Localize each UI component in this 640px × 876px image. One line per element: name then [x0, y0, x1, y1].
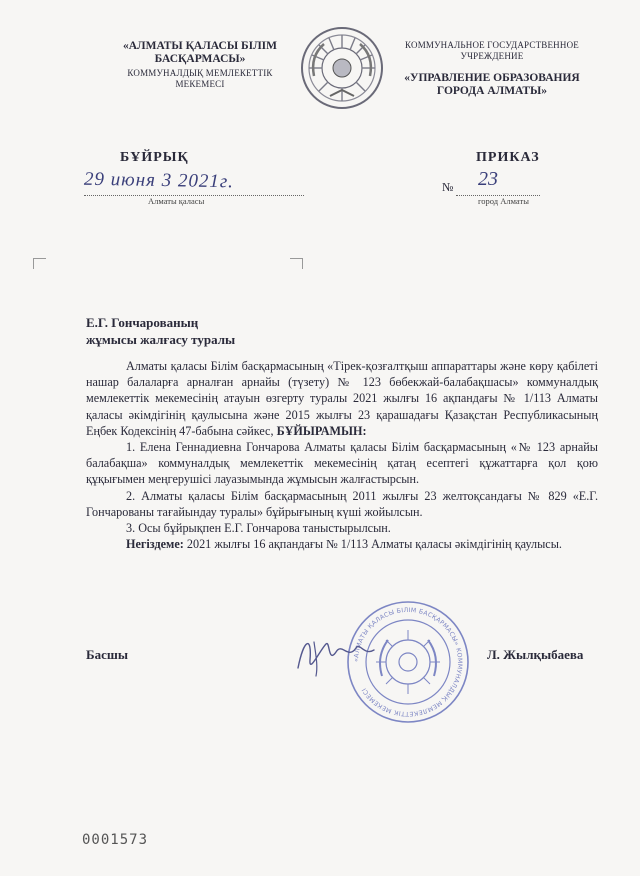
kz-org-name: «АЛМАТЫ ҚАЛАСЫ БІЛІМ БАСҚАРМАСЫ»: [122, 40, 277, 65]
number-sign: №: [442, 180, 454, 194]
basis-text: 2021 жылғы 16 ақпандағы № 1/113 Алматы қаласы әкімдігінің қаулысы.: [186, 537, 562, 552]
corner-mark-right: [290, 258, 303, 269]
state-emblem-icon: [300, 26, 384, 110]
item-2: 2. Алматы қаласы Білім басқармасының 2011 жылғы 23 желтоқсандағы № 829 «Е.Г. Гончарованы тағайындау туралы» бұйрығының күші жойылсын.: [86, 488, 598, 519]
kz-org-header: [105, 40, 295, 90]
basis-label: Негіздеме:: [126, 537, 184, 552]
document-serial-number: 0001573: [82, 832, 149, 848]
handwritten-signature-icon: [290, 630, 380, 678]
seal-ring-text: «АЛМАТЫ ҚАЛАСЫ БІЛІМ БАСҚАРМАСЫ» КОММУНАЛДЫҚ МЕМЛЕКЕТТІК МЕКЕМЕСІ: [352, 606, 464, 718]
preamble-paragraph: [86, 358, 598, 439]
order-label-ru: ПРИКАЗ: [476, 150, 540, 165]
ru-org-name: «УПРАВЛЕНИЕ ОБРАЗОВАНИЯ ГОРОДА АЛМАТЫ»: [404, 72, 580, 97]
order-number-handwritten: 23: [478, 168, 498, 190]
basis-paragraph: [86, 536, 598, 552]
preamble-text: Алматы қаласы Білім басқармасының «Тірек-қозғалтқыш аппараттары және көру қабілеті нашар балаларға арналған арнайы (түзету) № 123 бөбекжай-балабақшасы» коммуналдық мемлекеттік мекемесінің атауын өзгерту туралы 2021 жылғы 16 ақпандағы № 1/113 Алматы қаласы әкімдігінің қаулысына және 2015 жылғы 23 қарашадағы Қазақстан Республикасының Еңбек Кодексінің 47-бабына сәйкес,: [86, 359, 598, 438]
ru-org-type: КОММУНАЛЬНОЕ ГОСУДАРСТВЕННОЕ УЧРЕЖДЕНИЕ: [405, 40, 579, 61]
city-kz-caption: Алматы қаласы: [148, 196, 205, 206]
order-word: БҰЙЫРАМЫН:: [276, 423, 367, 438]
order-date-handwritten: 29 июня 3 2021г.: [83, 168, 235, 193]
corner-mark-left: [33, 258, 46, 269]
signatory-name: Л. Жылқыбаева: [487, 647, 584, 662]
order-body: [86, 358, 598, 552]
order-label-kz: БҰЙРЫҚ: [120, 150, 189, 165]
signatory-role: Басшы: [86, 647, 128, 662]
subject-line-2: жұмысы жалғасу туралы: [86, 332, 236, 347]
order-subject: [86, 314, 235, 348]
item-3: 3. Осы бұйрықпен Е.Г. Гончарова таныстырылсын.: [126, 521, 391, 536]
kz-org-type: КОММУНАЛДЫҚ МЕМЛЕКЕТТІК МЕКЕМЕСІ: [127, 68, 273, 89]
ru-org-header: [392, 40, 592, 98]
city-ru-caption: город Алматы: [478, 196, 529, 206]
subject-line-1: Е.Г. Гончарованың: [86, 315, 199, 330]
item-1: 1. Елена Геннадиевна Гончарова Алматы қаласы Білім басқармасының «№ 123 арнайы балабақша» коммуналдық мемлекеттік мекемесінің қатаң есептегі құжаттарға қол қою құқығымен меңгерушісі лауазымында жұмысын жалғастырсын.: [86, 440, 598, 487]
